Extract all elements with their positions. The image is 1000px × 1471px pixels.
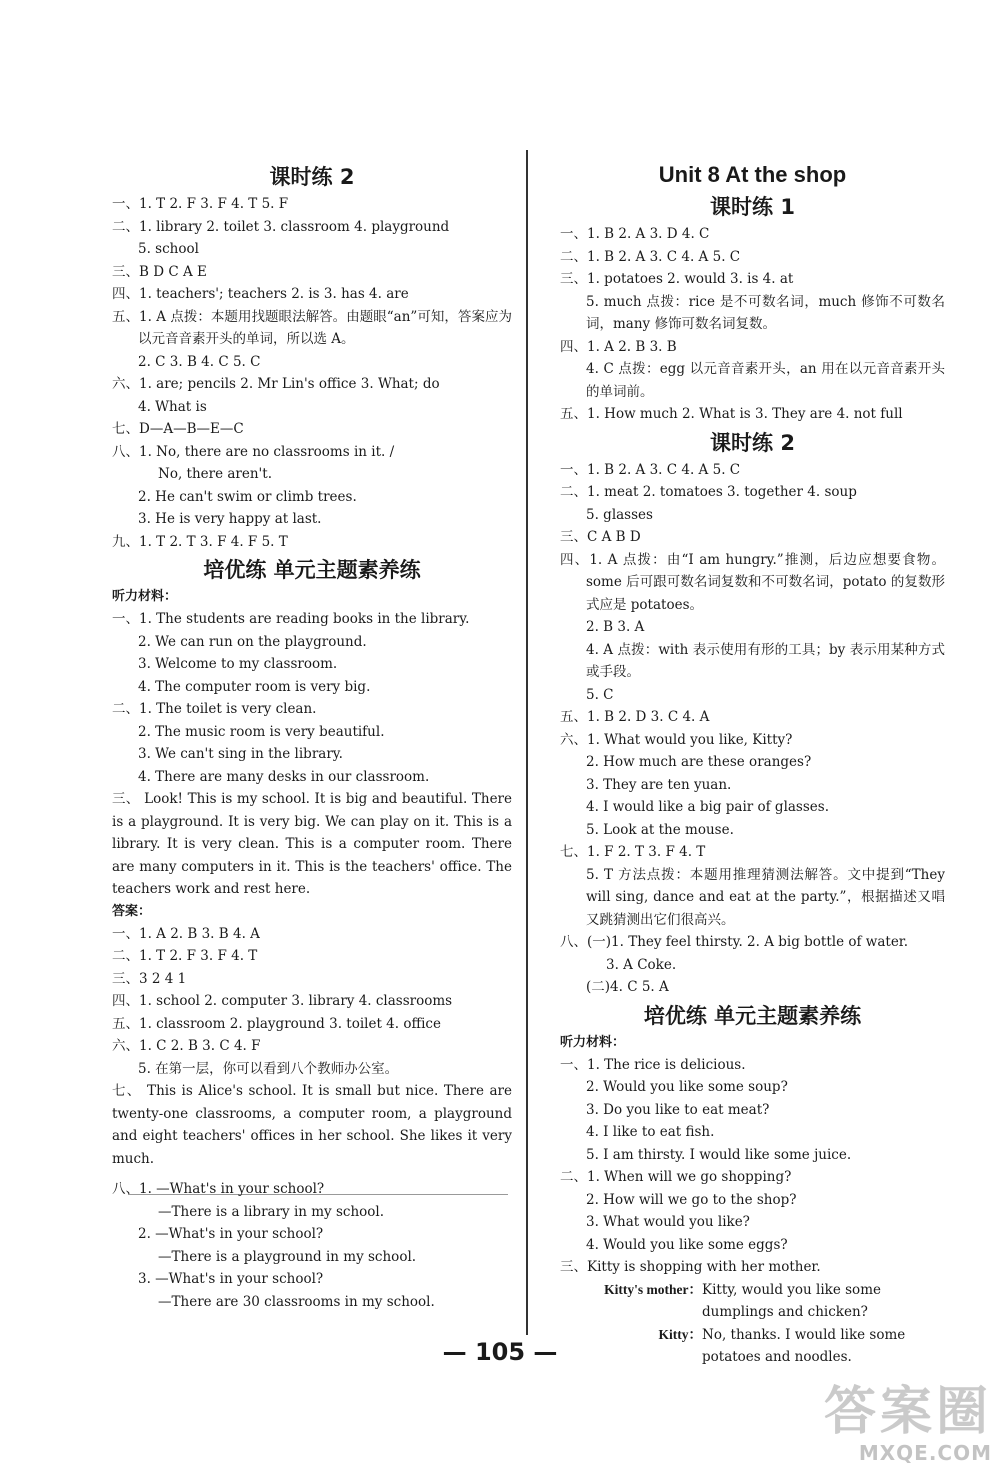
answer-line: 五、1. How much 2. What is 3. They are 4. not full <box>560 406 903 422</box>
speaker-label: Kitty： <box>658 1326 702 1342</box>
section-title: 课时练 2 <box>710 430 795 455</box>
answer-line: 5. school <box>138 241 199 257</box>
answer-line: 七、1. F 2. T 3. F 4. T <box>560 844 706 860</box>
listening-line: 5. I am thirsty. I would like some juice. <box>586 1146 852 1163</box>
answer-line: 二、1. B 2. A 3. C 4. A 5. C <box>560 248 741 265</box>
answer-line: 三、3 2 4 1 <box>112 970 187 987</box>
answer-line: 四、1. teachers'; teachers 2. is 3. has 4. are <box>112 286 409 302</box>
answer-line: 一、1. A 2. B 3. B 4. A <box>112 925 260 942</box>
answer-line: 3. —What's in your school? <box>138 1271 324 1287</box>
answer-line: 四、1. school 2. computer 3. library 4. classrooms <box>112 993 453 1009</box>
listening-line: 3. Welcome to my classroom. <box>138 656 338 672</box>
answer-line: 2. He can't swim or climb trees. <box>138 488 357 505</box>
answer-line: —There is a playground in my school. <box>158 1248 417 1265</box>
listening-label: 听力材料： <box>560 1034 626 1050</box>
dialogue-text: No, thanks. I would like some potatoes and noodles. <box>702 1326 906 1365</box>
section-title: 培优练 单元主题素养练 <box>203 558 421 582</box>
answer-line: 4. A 点拨：with 表示使用有形的工具；by 表示用某种方式或手段。 <box>586 641 945 680</box>
speaker-label: Kitty's mother： <box>604 1281 702 1297</box>
answer-line: 5. glasses <box>586 506 653 523</box>
listening-line: 4. I like to eat fish. <box>586 1124 715 1140</box>
listening-line: 一、1. The rice is delicious. <box>560 1056 746 1073</box>
answer-line: 一、1. B 2. A 3. C 4. A 5. C <box>560 461 741 478</box>
answer-line: 六、1. What would you like, Kitty? <box>560 731 793 748</box>
answer-line: 八、1. No, there are no classrooms in it. / <box>112 443 395 460</box>
answer-line: 八、(一)1. They feel thirsty. 2. A big bottle of water. <box>560 934 909 950</box>
listening-line: 2. How will we go to the shop? <box>586 1191 797 1208</box>
page-number: — 105 — <box>442 1338 558 1366</box>
answer-line: 三、1. potatoes 2. would 3. is 4. at <box>560 271 794 287</box>
unit-title: Unit 8 At the shop <box>658 162 847 187</box>
answer-line: 五、1. A 点拨：本题用找题眼法解答。由题眼“an”可知，答案应为以元音音素开头的单词，所以选 A。 <box>112 308 512 347</box>
listening-line: 二、1. When will we go shopping? <box>560 1169 792 1185</box>
left-column <box>112 160 512 1313</box>
answer-line: No, there aren't. <box>158 466 272 482</box>
watermark-url: MXQE.COM <box>858 1441 992 1465</box>
listening-line: 三、Kitty is shopping with her mother. <box>560 1259 821 1275</box>
column-divider <box>526 150 528 1335</box>
section-title: 课时练 2 <box>269 165 355 189</box>
answer-line: 七、D—A—B—E—C <box>112 421 244 437</box>
answer-line: 五、1. B 2. D 3. C 4. A <box>560 709 710 725</box>
section-title: 培优练 单元主题素养练 <box>643 1003 862 1028</box>
answer-line: 5. Look at the mouse. <box>586 821 734 838</box>
answer-line: 4. What is <box>138 398 207 415</box>
listening-line: 3. What would you like? <box>586 1214 750 1230</box>
listening-line: 一、1. The students are reading books in the library. <box>112 611 470 627</box>
answer-line: 5. 在第一层，你可以看到八个教师办公室。 <box>138 1060 399 1077</box>
answer-line: 三、B D C A E <box>112 263 207 280</box>
answer-line: 四、1. A 2. B 3. B <box>560 338 677 355</box>
answer-line: 5. C <box>586 686 614 703</box>
listening-line: 2. Would you like some soup? <box>586 1079 788 1095</box>
listening-line: 2. We can run on the playground. <box>138 633 367 650</box>
listening-passage: 三、 Look! This is my school. It is big and beautiful. There is a playground. It is very big. We can play on it. This is a library. It is very clean. This is a computer room. There are many computers in it. This is the teachers' office. The teachers work and rest here. <box>112 791 512 897</box>
answer-line: —There is a library in my school. <box>158 1203 385 1220</box>
listening-line: 3. We can't sing in the library. <box>138 746 343 762</box>
answer-line: 二、1. T 2. F 3. F 4. T <box>112 948 258 964</box>
answer-line: 3. A Coke. <box>606 956 677 973</box>
answer-line: 2. C 3. B 4. C 5. C <box>138 353 261 370</box>
listening-line: 4. Would you like some eggs? <box>586 1236 788 1253</box>
answer-line: (二)4. C 5. A <box>586 979 669 995</box>
answer-line: 六、1. are; pencils 2. Mr Lin's office 3. What; do <box>112 376 440 392</box>
answer-line: 一、1. B 2. A 3. D 4. C <box>560 226 710 242</box>
answers-label: 答案： <box>112 903 152 919</box>
listening-line: 二、1. The toilet is very clean. <box>112 701 317 717</box>
right-column <box>560 160 945 1369</box>
answer-line: 六、1. C 2. B 3. C 4. F <box>112 1038 261 1054</box>
answer-line: 二、1. library 2. toilet 3. classroom 4. playground <box>112 218 450 235</box>
answer-line: 二、1. meat 2. tomatoes 3. together 4. soup <box>560 484 857 500</box>
answer-line: 4. C 点拨：egg 以元音音素开头，an 用在以元音音素开头的单词前。 <box>586 361 945 400</box>
answer-line: 九、1. T 2. T 3. F 4. F 5. T <box>112 533 288 550</box>
listening-line: 4. The computer room is very big. <box>138 678 371 695</box>
answer-line: 2. —What's in your school? <box>138 1226 324 1242</box>
section-title: 课时练 1 <box>710 195 795 219</box>
answer-line: —There are 30 classrooms in my school. <box>158 1293 435 1310</box>
listening-label: 听力材料： <box>112 589 178 604</box>
dialogue-text: Kitty, would you like some dumplings and chicken? <box>702 1281 881 1320</box>
answer-line: 四、1. A 点拨：由“I am hungry.”推测，后边应想要食物。some 后可跟可数名词复数和不可数名词，potato 的复数形式应是 potatoes。 <box>560 551 945 613</box>
listening-line: 3. Do you like to eat meat? <box>586 1101 770 1118</box>
dialogue-line <box>560 1279 945 1324</box>
answer-line: 一、1. T 2. F 3. F 4. T 5. F <box>112 196 289 212</box>
answer-line: 3. He is very happy at last. <box>138 511 322 527</box>
answer-line: 2. How much are these oranges? <box>586 754 812 770</box>
answer-line: 五、1. classroom 2. playground 3. toilet 4. office <box>112 1015 441 1032</box>
answer-line: 5. T 方法点拨：本题用推理猜测法解答。文中提到“They will sing, dance and eat at the party.”，根据描述又唱又跳猜测出它们很高兴。 <box>586 866 945 928</box>
answer-line: 2. B 3. A <box>586 619 645 635</box>
answer-line: 八、1. —What's in your school? <box>112 1181 325 1197</box>
watermark-logo: 答案圈 <box>823 1382 992 1442</box>
watermark <box>752 1383 992 1465</box>
answer-line: 三、C A B D <box>560 529 641 545</box>
listening-line: 4. There are many desks in our classroom. <box>138 768 430 785</box>
answer-line: 5. much 点拨：rice 是不可数名词，much 修饰不可数名词，many 修饰可数名词复数。 <box>586 293 945 332</box>
answer-line: 4. I would like a big pair of glasses. <box>586 799 829 815</box>
answer-passage: 七、 This is Alice's school. It is small but nice. There are twenty-one classrooms, a computer room, a playground and eight teachers' offices in her school. She likes it very much. <box>112 1083 512 1167</box>
answer-line: 3. They are ten yuan. <box>586 776 732 793</box>
listening-line: 2. The music room is very beautiful. <box>138 723 385 740</box>
